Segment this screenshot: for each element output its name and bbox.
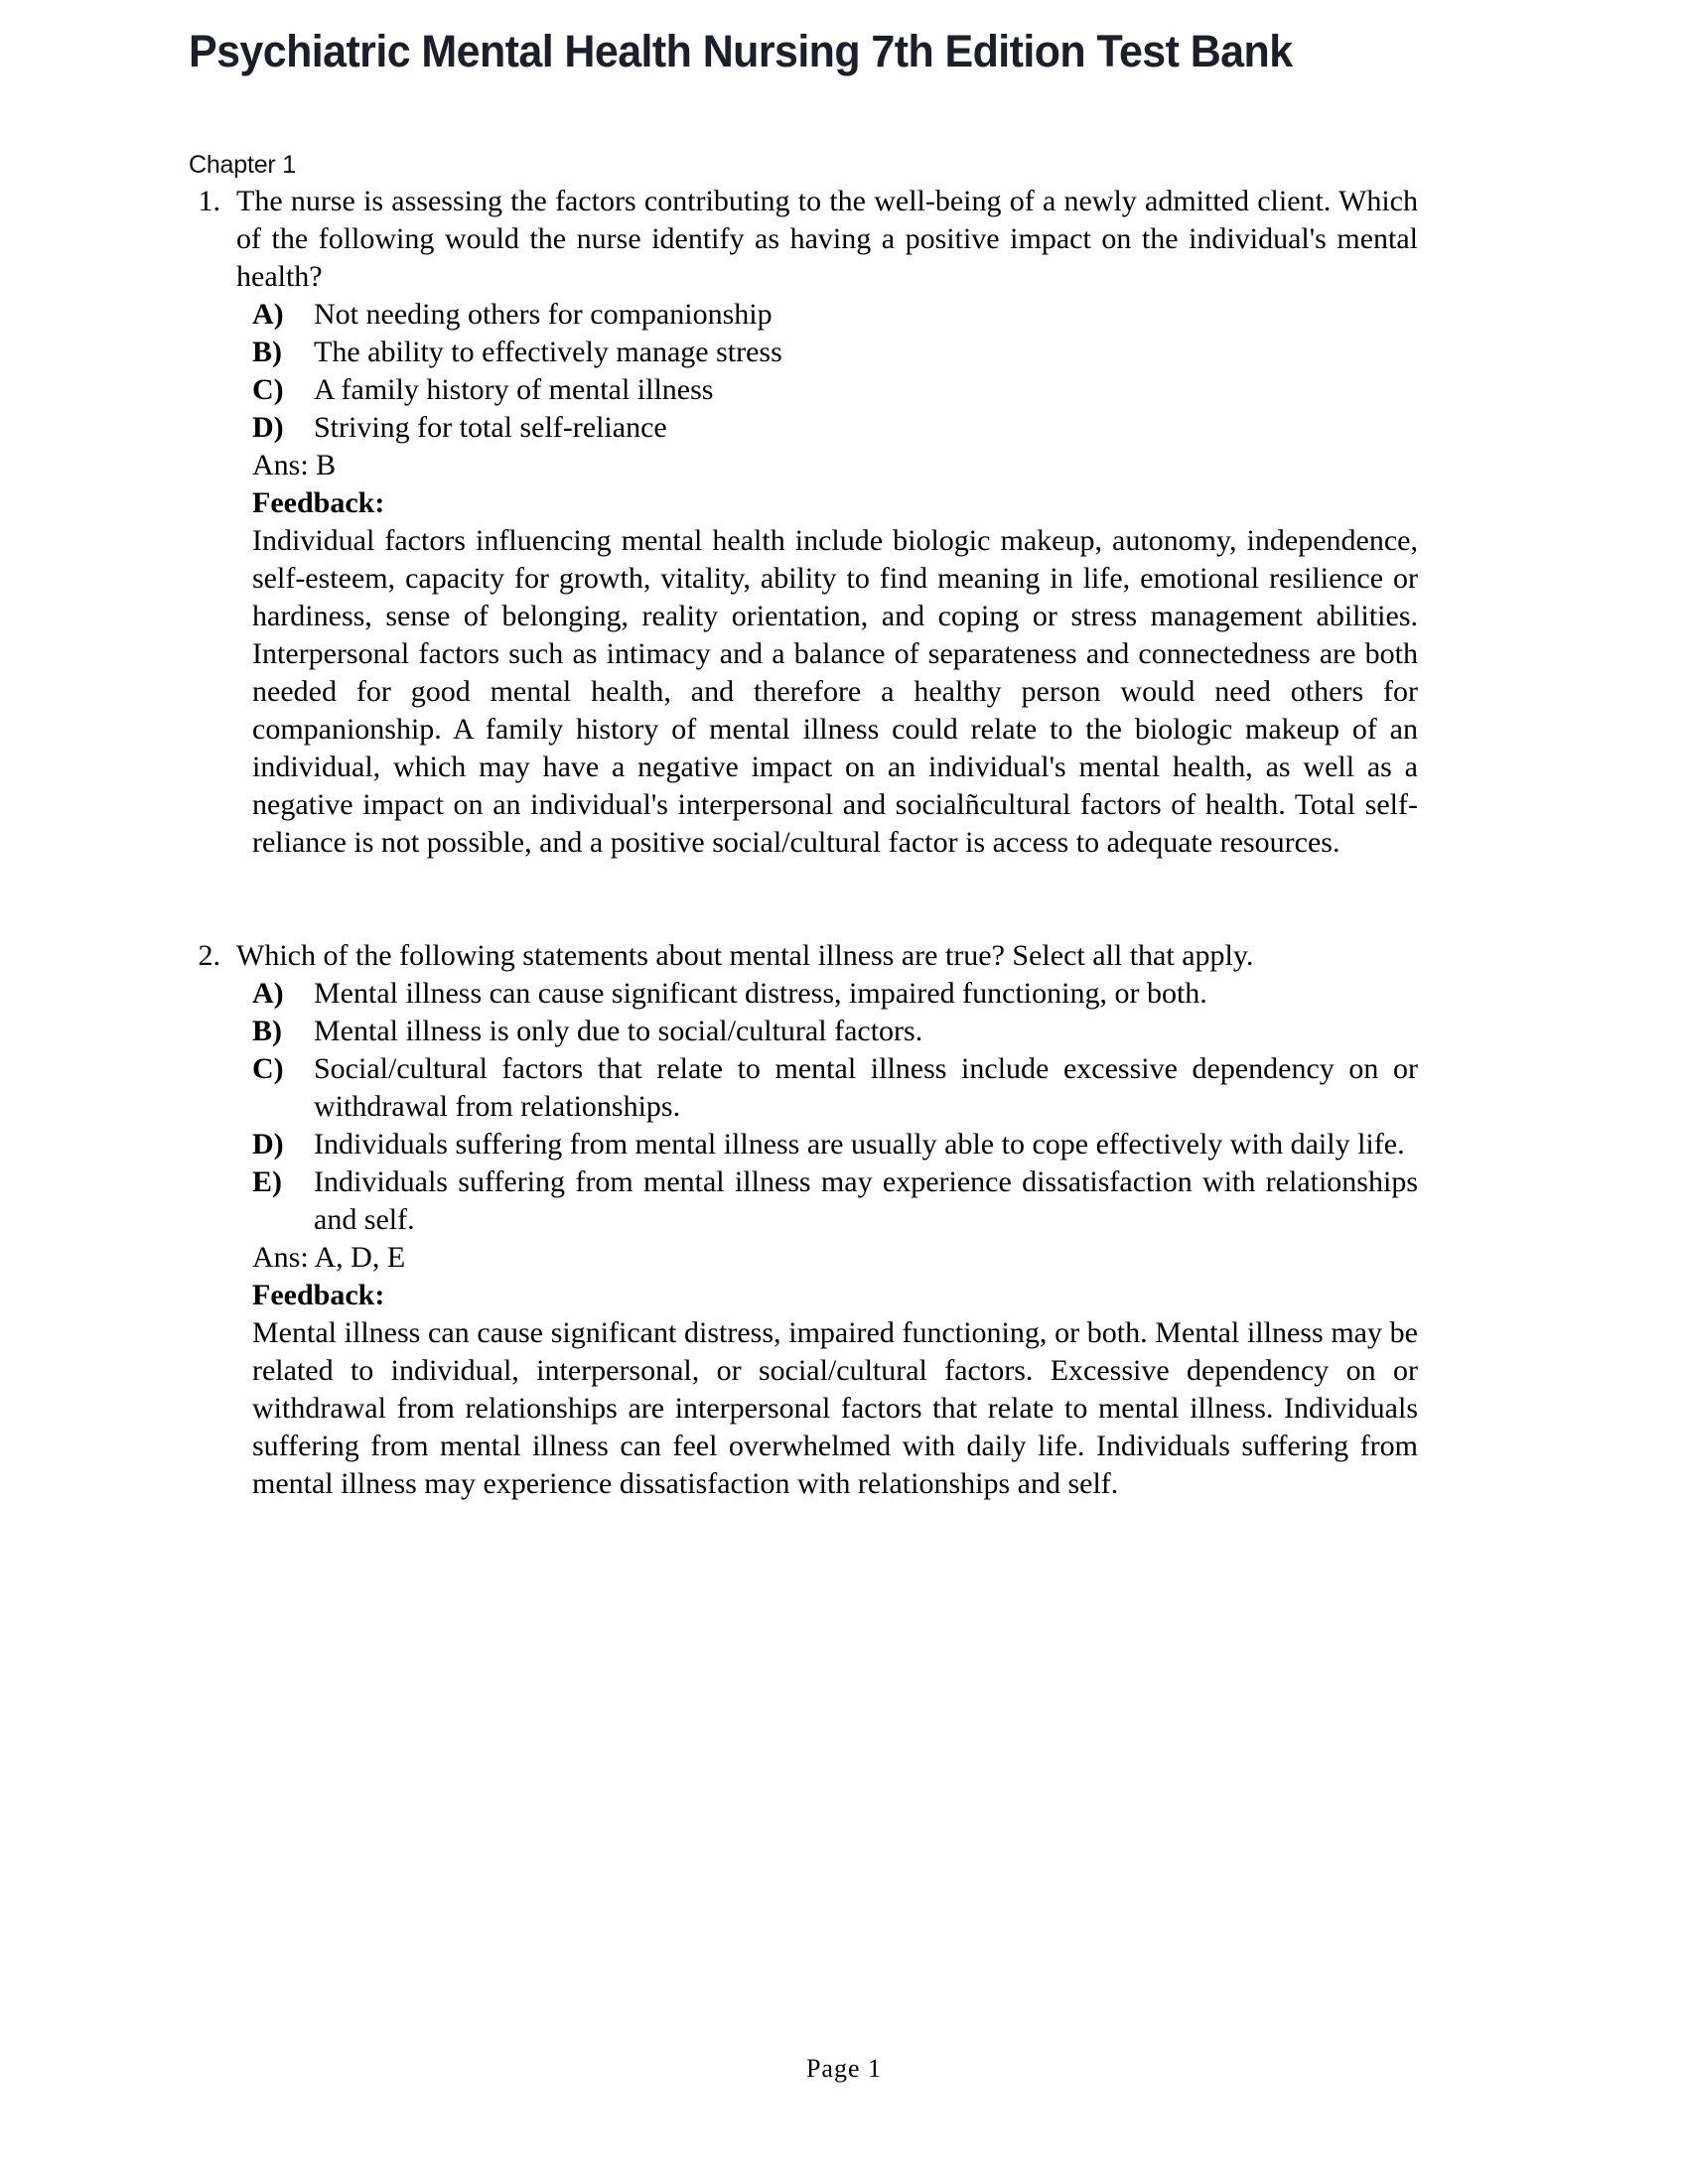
option-letter: D) <box>252 1128 284 1160</box>
option-letter: B) <box>252 336 282 368</box>
option-text: A family history of mental illness <box>314 373 714 406</box>
option-letter: E) <box>252 1165 282 1198</box>
question-number: 1. <box>198 185 220 217</box>
option-text: Individuals suffering from mental illness may experience dissatisfaction with relationships and self. <box>314 1165 1418 1236</box>
option-text: Social/cultural factors that relate to mental illness include excessive dependency on or withdrawal from relationships. <box>314 1052 1418 1123</box>
option-letter: C) <box>252 1052 284 1085</box>
option-row[interactable] <box>252 1126 1420 1163</box>
question-stem-row <box>189 937 1420 975</box>
option-row[interactable] <box>252 1013 1420 1050</box>
option-text: Striving for total self-reliance <box>314 411 667 444</box>
option-row[interactable] <box>252 1050 1420 1126</box>
answer-line: Ans: A, D, E <box>252 1241 406 1274</box>
chapter-label: Chapter 1 <box>189 151 296 179</box>
option-letter: A) <box>252 977 284 1010</box>
option-row[interactable] <box>252 296 1420 334</box>
option-row[interactable] <box>252 371 1420 409</box>
option-text: Mental illness is only due to social/cultural factors. <box>314 1015 923 1047</box>
option-letter: D) <box>252 411 284 444</box>
feedback-text: Mental illness can cause significant distress, impaired functioning, or both. Mental illness may be related to individual, interpersonal, or social/cultural factors. Excessive dependency on or withdrawal from relationships are interpersonal factors that relate to mental illness. Individuals suffering from mental illness can feel overwhelmed with daily life. Individuals suffering from mental illness may experience dissatisfaction with relationships and self. <box>252 1316 1418 1500</box>
feedback-label: Feedback: <box>252 486 385 519</box>
option-letter: A) <box>252 298 284 331</box>
feedback-text: Individual factors influencing mental health include biologic makeup, autonomy, independence, self-esteem, capacity for growth, vitality, ability to find meaning in life, emotional resilience or hardiness, sense of belonging, reality orientation, and coping or stress management abilities. Interpersonal factors such as intimacy and a balance of separateness and connectedness are both needed for good mental health, and therefore a healthy person would need others for companionship. A family history of mental illness could relate to the biologic makeup of an individual, which may have a negative impact on an individual's mental health, as well as a negative impact on an individual's interpersonal and socialñcultural factors of health. Total self-reliance is not possible, and a positive social/cultural factor is access to adequate resources. <box>252 524 1418 859</box>
option-row[interactable] <box>252 1163 1420 1239</box>
option-text: Mental illness can cause significant distress, impaired functioning, or both. <box>314 977 1207 1010</box>
option-row[interactable] <box>252 975 1420 1013</box>
option-row[interactable] <box>252 409 1420 447</box>
page-footer: Page 1 <box>805 2054 883 2083</box>
question-stem: Which of the following statements about mental illness are true? Select all that apply. <box>236 939 1254 972</box>
question-block <box>189 183 1420 862</box>
option-list <box>252 296 1420 447</box>
option-text: The ability to effectively manage stress <box>314 336 782 368</box>
option-list <box>252 975 1420 1239</box>
question-stem-row <box>189 183 1420 296</box>
document-body <box>189 149 1420 1503</box>
option-letter: C) <box>252 373 284 406</box>
question-number: 2. <box>198 939 220 972</box>
option-text: Not needing others for companionship <box>314 298 773 331</box>
question-block <box>189 937 1420 1503</box>
option-text: Individuals suffering from mental illness are usually able to cope effectively with daily life. <box>314 1128 1405 1160</box>
answer-line: Ans: B <box>252 449 337 481</box>
feedback-label: Feedback: <box>252 1279 385 1311</box>
document-title: Psychiatric Mental Health Nursing 7th Edition Test Bank <box>189 26 1293 76</box>
question-stem: The nurse is assessing the factors contributing to the well-being of a newly admitted client. Which of the following would the nurse identify as having a positive impact on the individual's mental health? <box>236 185 1418 293</box>
option-letter: B) <box>252 1015 282 1047</box>
option-row[interactable] <box>252 334 1420 371</box>
